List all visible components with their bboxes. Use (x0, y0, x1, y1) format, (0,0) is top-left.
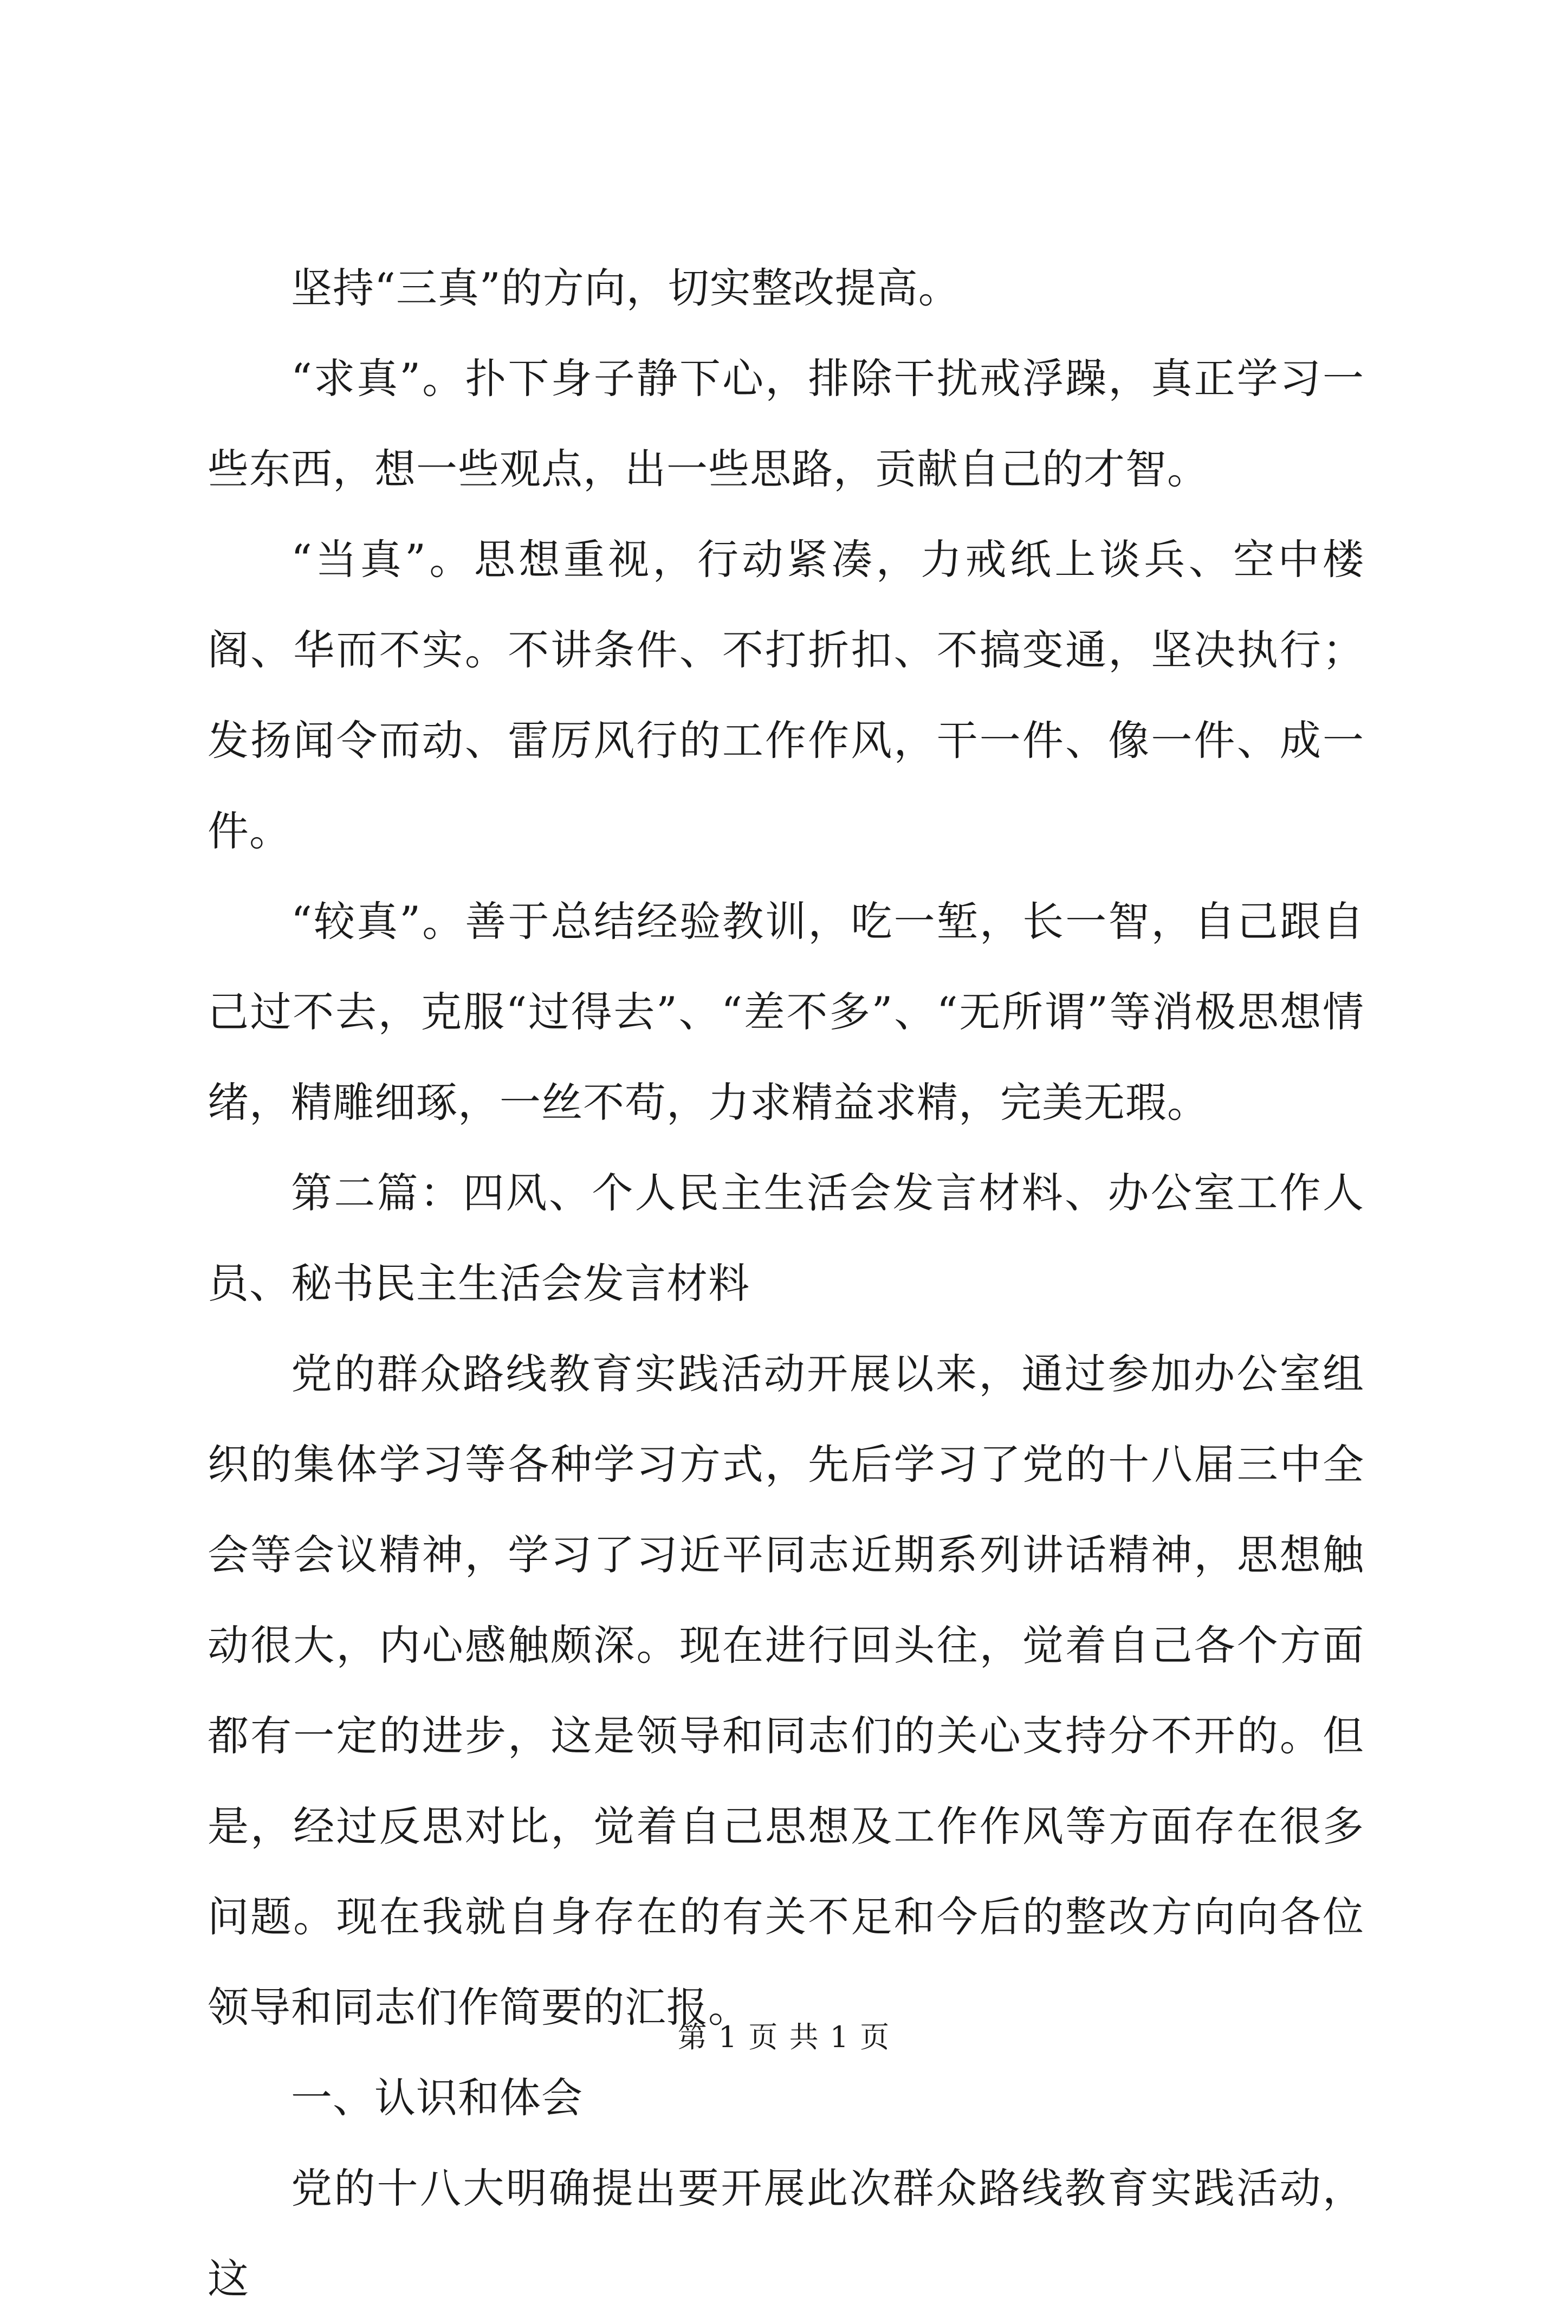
paragraph-jiaozhen: “较真”。善于总结经验教训，吃一堑，长一智，自己跟自己过不去，克服“过得去”、“差不多”、“无所谓”等消极思想情绪，精雕细琢，一丝不苟，力求精益求精，完美无瑕。 (208, 897, 1364, 1127)
section-heading-understanding: 一、认识和体会 (291, 2074, 583, 2122)
section-heading-part-two: 第二篇：四风、个人民主生活会发言材料、办公室工作人员、秘书民主生活会发言材料 (208, 1169, 1364, 1307)
paragraph-dangzhen: “当真”。思想重视，行动紧凑，力戒纸上谈兵、空中楼阁、华而不实。不讲条件、不打折扣、不搞变通，坚决执行；发扬闻令而动、雷厉风行的工作作风，干一件、像一件、成一件。 (208, 535, 1364, 855)
paragraph-intro: 坚持“三真”的方向，切实整改提高。 (291, 264, 960, 312)
page-number-footer: 第 1 页 共 1 页 (677, 2020, 891, 2054)
paragraph-eighteenth-congress: 党的十八大明确提出要开展此次群众路线教育实践活动，这 (208, 2164, 1364, 2303)
paragraph-activity-summary: 党的群众路线教育实践活动开展以来，通过参加办公室组织的集体学习等各种学习方式，先后学习了党的十八届三中全会等会议精神，学习了习近平同志近期系列讲话精神，思想触动很大，内心感触颇深。现在进行回头往，觉着自己各个方面都有一定的进步，这是领导和同志们的关心支持分不开的。但是，经过反思对比，觉着自己思想及工作作风等方面存在很多问题。现在我就自身存在的有关不足和今后的整改方向向各位领导和同志们作简要的汇报。 (208, 1350, 1364, 2031)
paragraph-qiuzhen: “求真”。扑下身子静下心，排除干扰戒浮躁，真正学习一些东西，想一些观点，出一些思路，贡献自己的才智。 (208, 354, 1364, 493)
document-body (208, 243, 1364, 2324)
